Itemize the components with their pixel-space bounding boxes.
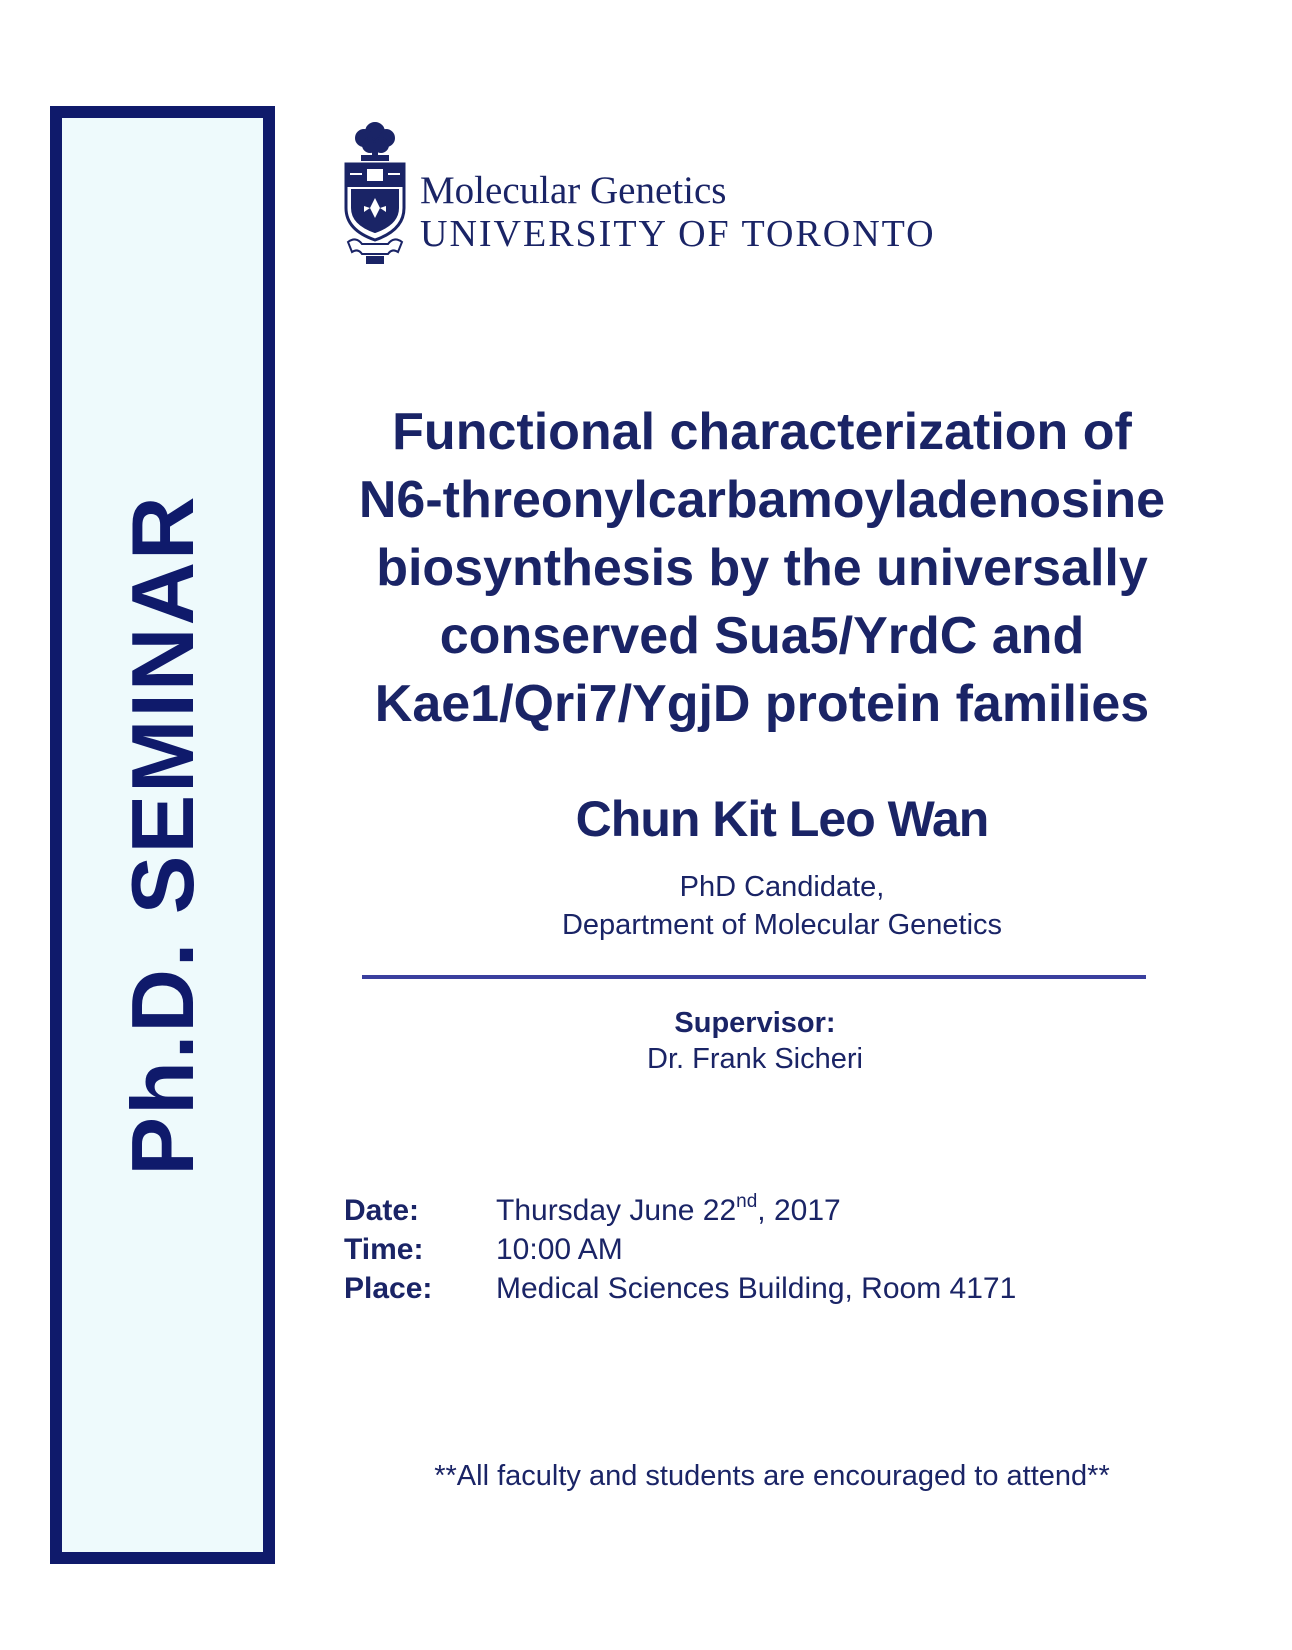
department-name: Molecular Genetics <box>420 169 727 212</box>
place-row <box>344 1272 1144 1311</box>
title-line: conserved Sua5/YrdC and <box>439 607 1085 665</box>
date-row <box>344 1191 1144 1233</box>
supervisor-label: Supervisor: <box>674 1007 836 1039</box>
side-banner <box>50 106 275 1564</box>
university-crest-icon <box>342 118 408 268</box>
place-label: Place: <box>344 1272 433 1305</box>
title-line: Kae1/Qri7/YgjD protein families <box>374 675 1150 733</box>
title-line: Functional characterization of <box>392 403 1132 461</box>
speaker-info <box>472 868 1092 944</box>
date-ordinal: nd <box>736 1191 758 1212</box>
time-value: 10:00 AM <box>496 1233 623 1266</box>
date-label: Date: <box>344 1194 420 1227</box>
place-value: Medical Sciences Building, Room 4171 <box>496 1272 1017 1305</box>
footer-note: **All faculty and students are encouraged to attend** <box>434 1460 1110 1492</box>
speaker-role: PhD Candidate, <box>679 871 885 903</box>
speaker-name: Chun Kit Leo Wan <box>575 791 989 847</box>
time-row <box>344 1233 1144 1272</box>
time-label: Time: <box>344 1233 424 1266</box>
supervisor-name: Dr. Frank Sicheri <box>647 1043 863 1075</box>
event-details <box>344 1191 1144 1311</box>
date-year: , 2017 <box>757 1194 841 1227</box>
side-banner-title: Ph.D. SEMINAR <box>112 494 212 1176</box>
date-text: Thursday June 22 <box>496 1194 737 1227</box>
speaker-department: Department of Molecular Genetics <box>561 909 1003 941</box>
department-logo <box>342 118 1002 268</box>
title-line: biosynthesis by the universally <box>376 539 1148 597</box>
seminar-title <box>262 398 1262 738</box>
divider <box>362 975 1146 979</box>
university-name: UNIVERSITY OF TORONTO <box>420 213 936 255</box>
title-line: N6-threonylcarbamoyladenosine <box>358 471 1166 529</box>
date-value <box>496 1191 841 1228</box>
